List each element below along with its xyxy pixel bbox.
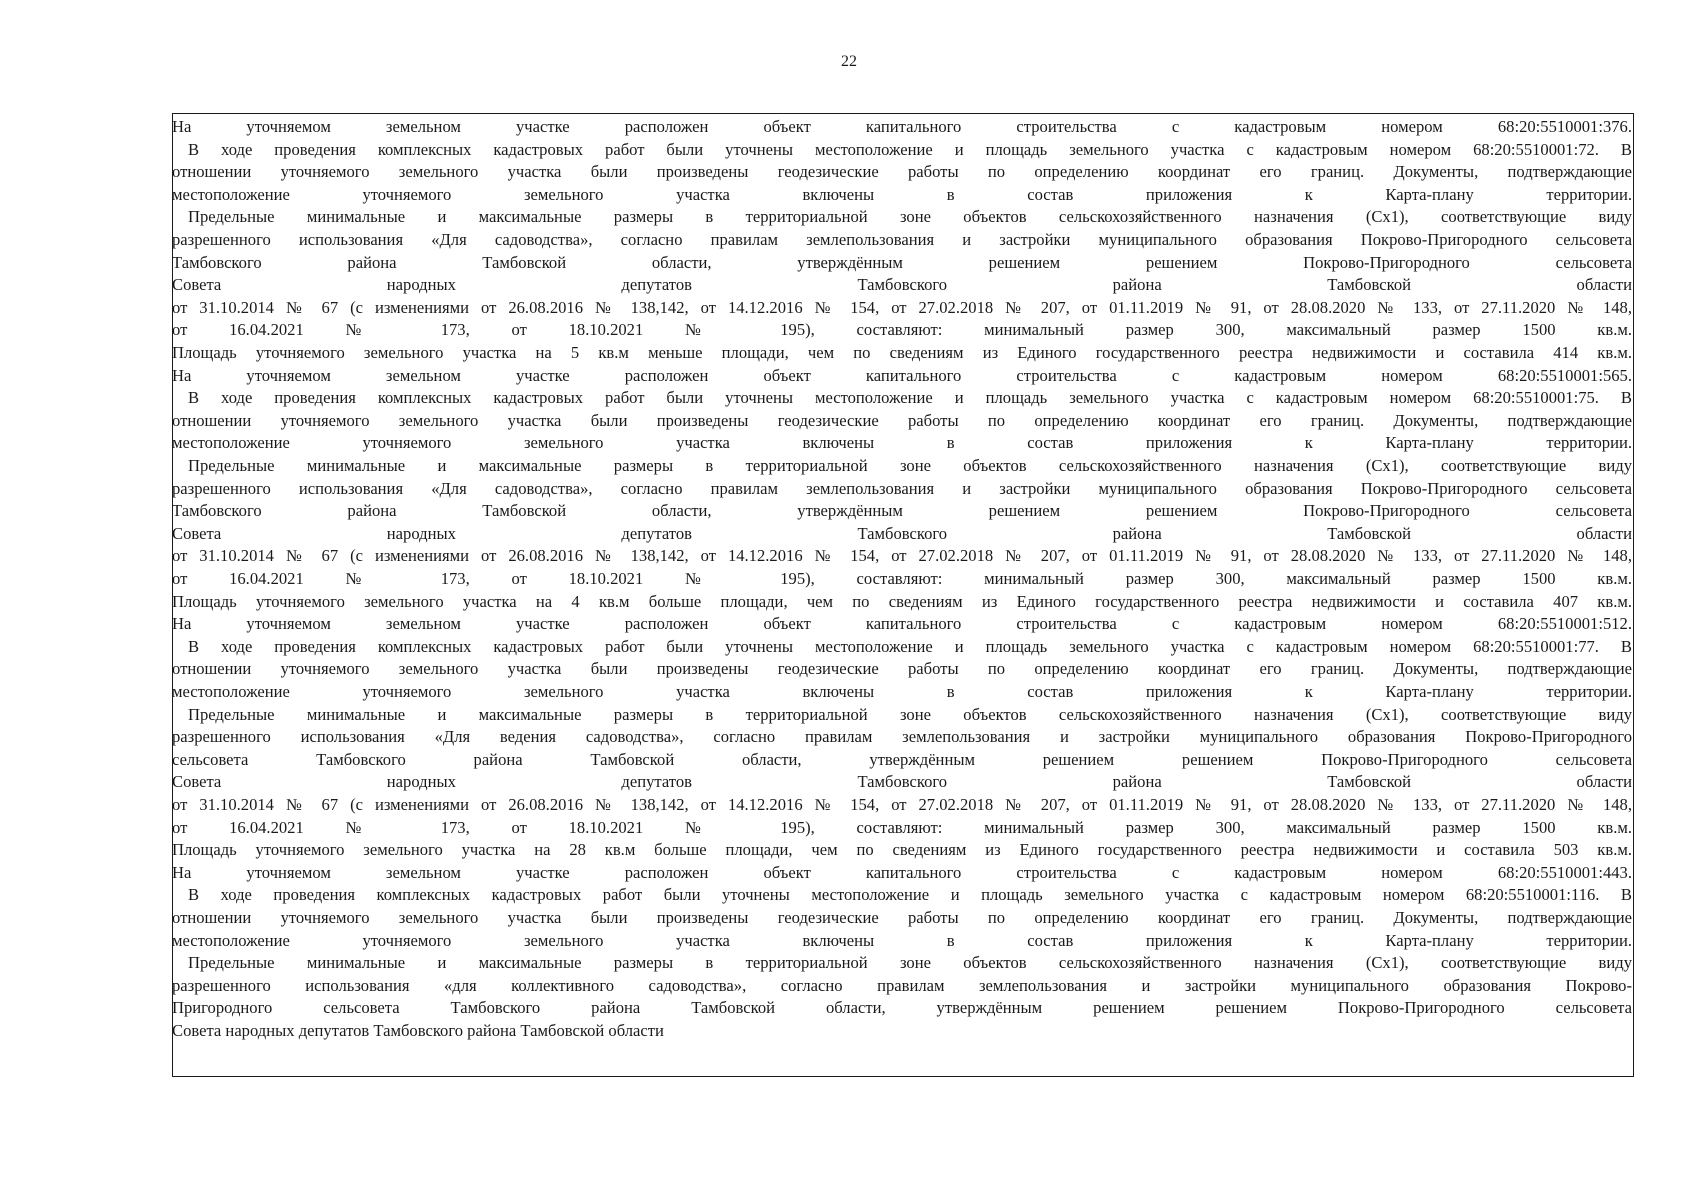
text-line: Пригородного сельсовета Тамбовского района Тамбовской области, утверждённым решением решением Покрово-Пригородного сельсовета (172, 998, 1632, 1018)
text-line: местоположение уточняемого земельного участка включены в состав приложения к Карта-плану территории. (172, 433, 1632, 453)
text-line: На уточняемом земельном участке расположен объект капитального строительства с кадастровым номером 68:20:5510001:512. (172, 614, 1632, 634)
text-line: Предельные минимальные и максимальные размеры в территориальной зоне объектов сельскохозяйственного назначения (Сх1), соответствующие виду (188, 704, 1632, 724)
text-line: от 16.04.2021 № 173, от 18.10.2021 № 195), составляют: минимальный размер 300, максимальный размер 1500 кв.м. (172, 320, 1632, 340)
text-line: На уточняемом земельном участке расположен объект капитального строительства с кадастровым номером 68:20:5510001:565. (172, 365, 1632, 385)
text-line: разрешенного использования «Для садоводства», согласно правилам землепользования и застройки муниципального образования Покрово-Пригородного сельсовета (172, 478, 1632, 498)
text-line: В ходе проведения комплексных кадастровых работ были уточнены местоположение и площадь земельного участка с кадастровым номером 68:20:5510001:75. В (188, 388, 1632, 408)
text-line: Площадь уточняемого земельного участка на 5 кв.м меньше площади, чем по сведениям из Единого государственного реестра недвижимости и составила 414 кв.м. (172, 343, 1632, 362)
text-line: Предельные минимальные и максимальные размеры в территориальной зоне объектов сельскохозяйственного назначения (Сх1), соответствующие виду (188, 953, 1632, 973)
text-line: от 16.04.2021 № 173, от 18.10.2021 № 195), составляют: минимальный размер 300, максимальный размер 1500 кв.м. (172, 569, 1632, 588)
text-line: отношении уточняемого земельного участка были произведены геодезические работы по определению координат его границ. Документы, подтверждающие (172, 410, 1632, 430)
text-line: от 31.10.2014 № 67 (с изменениями от 26.08.2016 № 138,142, от 14.12.2016 № 154, от 27.02.2018 № 207, от 01.11.2019 № 91, от 28.08.2020 № 133, от 27.11.2020 № 148, (172, 546, 1632, 566)
text-line: отношении уточняемого земельного участка были произведены геодезические работы по определению координат его границ. Документы, подтверждающие (172, 162, 1632, 182)
text-line: Совета народных депутатов Тамбовского района Тамбовской области (172, 1021, 664, 1040)
text-line: местоположение уточняемого земельного участка включены в состав приложения к Карта-плану территории. (172, 682, 1632, 701)
text-line: На уточняемом земельном участке расположен объект капитального строительства с кадастровым номером 68:20:5510001:443. (172, 862, 1632, 882)
text-line: местоположение уточняемого земельного участка включены в состав приложения к Карта-плану территории. (172, 930, 1632, 950)
text-line: местоположение уточняемого земельного участка включены в состав приложения к Карта-плану территории. (172, 184, 1632, 204)
text-line: Площадь уточняемого земельного участка на 4 кв.м больше площади, чем по сведениям из Единого государственного реестра недвижимости и составила 407 кв.м. (172, 591, 1632, 611)
text-line: разрешенного использования «для коллективного садоводства», согласно правилам землепользования и застройки муниципального образования Покрово- (172, 975, 1632, 995)
text-line: сельсовета Тамбовского района Тамбовской области, утверждённым решением решением Покрово-Пригородного сельсовета (172, 749, 1632, 769)
text-line: разрешенного использования «Для ведения садоводства», согласно правилам землепользования и застройки муниципального образования Покрово-Пригородного (172, 727, 1632, 747)
text-line: В ходе проведения комплексных кадастровых работ были уточнены местоположение и площадь земельного участка с кадастровым номером 68:20:5510001:77. В (188, 636, 1632, 656)
text-line: Совета народных депутатов Тамбовского района Тамбовской области (172, 275, 1632, 295)
page-number: 22 (841, 53, 857, 70)
text-line: Тамбовского района Тамбовской области, утверждённым решением решением Покрово-Пригородного сельсовета (172, 252, 1632, 272)
text-line: На уточняемом земельном участке расположен объект капитального строительства с кадастровым номером 68:20:5510001:376. (172, 117, 1632, 136)
text-line: от 16.04.2021 № 173, от 18.10.2021 № 195), составляют: минимальный размер 300, максимальный размер 1500 кв.м. (172, 817, 1632, 837)
text-line: Тамбовского района Тамбовской области, утверждённым решением решением Покрово-Пригородного сельсовета (172, 501, 1632, 521)
text-line: В ходе проведения комплексных кадастровых работ были уточнены местоположение и площадь земельного участка с кадастровым номером 68:20:5510001:72. В (188, 139, 1632, 159)
text-line: Совета народных депутатов Тамбовского района Тамбовской области (172, 523, 1632, 543)
text-line: Предельные минимальные и максимальные размеры в территориальной зоне объектов сельскохозяйственного назначения (Сх1), соответствующие виду (188, 207, 1632, 227)
text-line: Площадь уточняемого земельного участка на 28 кв.м больше площади, чем по сведениям из Единого государственного реестра недвижимости и составила 503 кв.м. (172, 840, 1632, 860)
text-line: от 31.10.2014 № 67 (с изменениями от 26.08.2016 № 138,142, от 14.12.2016 № 154, от 27.02.2018 № 207, от 01.11.2019 № 91, от 28.08.2020 № 133, от 27.11.2020 № 148, (172, 297, 1632, 317)
text-line: от 31.10.2014 № 67 (с изменениями от 26.08.2016 № 138,142, от 14.12.2016 № 154, от 27.02.2018 № 207, от 01.11.2019 № 91, от 28.08.2020 № 133, от 27.11.2020 № 148, (172, 795, 1632, 814)
text-line: Предельные минимальные и максимальные размеры в территориальной зоне объектов сельскохозяйственного назначения (Сх1), соответствующие виду (188, 456, 1632, 475)
text-line: отношении уточняемого земельного участка были произведены геодезические работы по определению координат его границ. Документы, подтверждающие (172, 659, 1632, 679)
text-line: отношении уточняемого земельного участка были произведены геодезические работы по определению координат его границ. Документы, подтверждающие (172, 908, 1632, 927)
text-line: разрешенного использования «Для садоводства», согласно правилам землепользования и застройки муниципального образования Покрово-Пригородного сельсовета (172, 230, 1632, 249)
text-line: В ходе проведения комплексных кадастровых работ были уточнены местоположение и площадь земельного участка с кадастровым номером 68:20:5510001:116. В (188, 885, 1632, 905)
text-line: Совета народных депутатов Тамбовского района Тамбовской области (172, 772, 1632, 792)
